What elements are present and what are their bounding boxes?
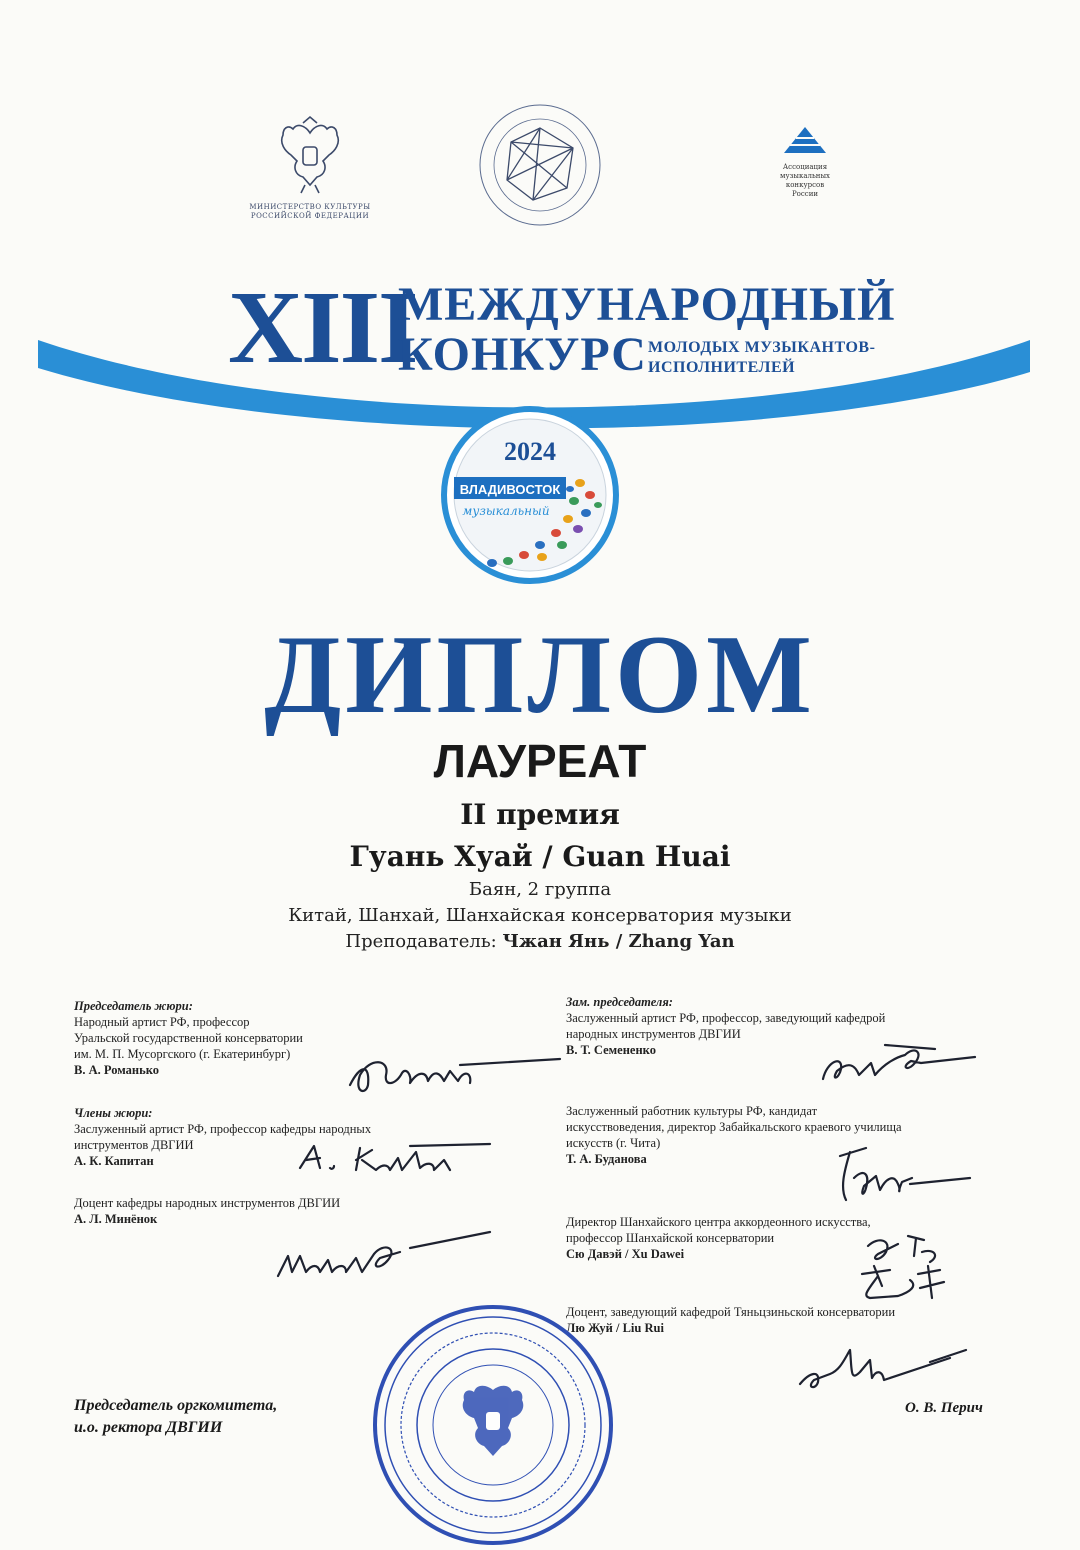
competition-subtitle: МОЛОДЫХ МУЗЫКАНТОВ- ИСПОЛНИТЕЛЕЙ (648, 339, 876, 376)
organizer-name: О. В. Перич (905, 1400, 983, 1416)
pyramid-icon (780, 125, 830, 155)
signature-member4 (848, 1226, 958, 1306)
stamp-eagle-icon (463, 1386, 524, 1456)
prize-level: II премия (460, 798, 620, 831)
teacher-name: Чжан Янь / Zhang Yan (502, 931, 735, 952)
official-stamp (368, 1300, 618, 1550)
diploma-title: ДИПЛОМ (264, 613, 816, 737)
double-headed-eagle-icon (275, 115, 345, 195)
jury-member4-block: Директор Шанхайского центра аккордеонного искусства, профессор Шанхайской консерватории Сю Давэй / Xu Dawei (566, 1215, 871, 1261)
jury-member3-block: Заслуженный работник культуры РФ, кандидат искусствоведения, директор Забайкальского краевого училища искусств (г. Чита) Т. А. Буданова (566, 1104, 902, 1166)
ministry-logo (240, 115, 380, 221)
emblem-tagline: музыкальный (462, 504, 550, 518)
geometric-crystal-icon (475, 100, 605, 230)
emblem-year: 2024 (504, 437, 556, 466)
teacher-label: Преподаватель: (345, 931, 497, 952)
competition-number: XIII (228, 270, 417, 385)
signature-deputy (815, 1035, 985, 1090)
teacher-line (0, 930, 1080, 954)
institute-logo (475, 100, 605, 230)
jury-member2-block: Доцент кафедры народных инструментов ДВГИИ А. Л. Минёнок (74, 1196, 341, 1226)
jury-member3-name: Т. А. Буданова (566, 1152, 647, 1166)
competition-title-line1: МЕЖДУНАРОДНЫЙ (398, 278, 896, 331)
emblem-city: ВЛАДИВОСТОК (459, 482, 561, 497)
organizer-role: Председатель оргкомитета, и.о. ректора ДВГИИ (74, 1397, 278, 1436)
instrument-group: Баян, 2 группа (468, 879, 612, 900)
competition-title-line2: КОНКУРС (398, 328, 647, 381)
school-info: Китай, Шанхай, Шанхайская консерватория музыки (288, 905, 792, 926)
jury-deputy-block: Зам. председателя: Заслуженный артист РФ, профессор, заведующий кафедрой народных инструментов ДВГИИ В. Т. Семененко (566, 995, 886, 1057)
signature-chair (340, 1045, 570, 1105)
jury-chair-name: В. А. Романько (74, 1063, 159, 1077)
association-logo (760, 125, 850, 199)
jury-member5-block: Доцент, заведующий кафедрой Тяньцзиньской консерватории Лю Жуй / Liu Rui (566, 1305, 896, 1335)
ministry-caption: МИНИСТЕРСТВО КУЛЬТУРЫ РОССИЙСКОЙ ФЕДЕРАЦИИ (249, 203, 371, 220)
jury-member4-name: Сю Давэй / Xu Dawei (566, 1247, 685, 1261)
jury-member1-block: Члены жюри: Заслуженный артист РФ, профессор кафедры народных инструментов ДВГИИ А. К. Капитан (74, 1106, 372, 1168)
signature-member5 (790, 1330, 980, 1400)
association-caption: Ассоциация музыкальных конкурсов России (780, 163, 830, 198)
jury-chair-block: Председатель жюри: Народный артист РФ, профессор Уральской государственной консерватории им. М. П. Мусоргского (г. Екатеринбург) В. А. Романько (74, 999, 303, 1077)
signature-member2 (270, 1228, 500, 1288)
signature-member3 (820, 1138, 980, 1208)
jury-deputy-name: В. Т. Семененко (566, 1043, 656, 1057)
jury-member2-name: А. Л. Минёнок (74, 1212, 158, 1226)
jury-member5-name: Лю Жуй / Liu Rui (566, 1321, 664, 1335)
jury-member1-name: А. К. Капитан (74, 1154, 154, 1168)
laureate-name: Гуань Хуай / Guan Huai (349, 840, 731, 873)
vladivostok-emblem (440, 405, 620, 585)
signature-member1 (290, 1138, 500, 1178)
award-title: ЛАУРЕАТ (433, 735, 647, 787)
